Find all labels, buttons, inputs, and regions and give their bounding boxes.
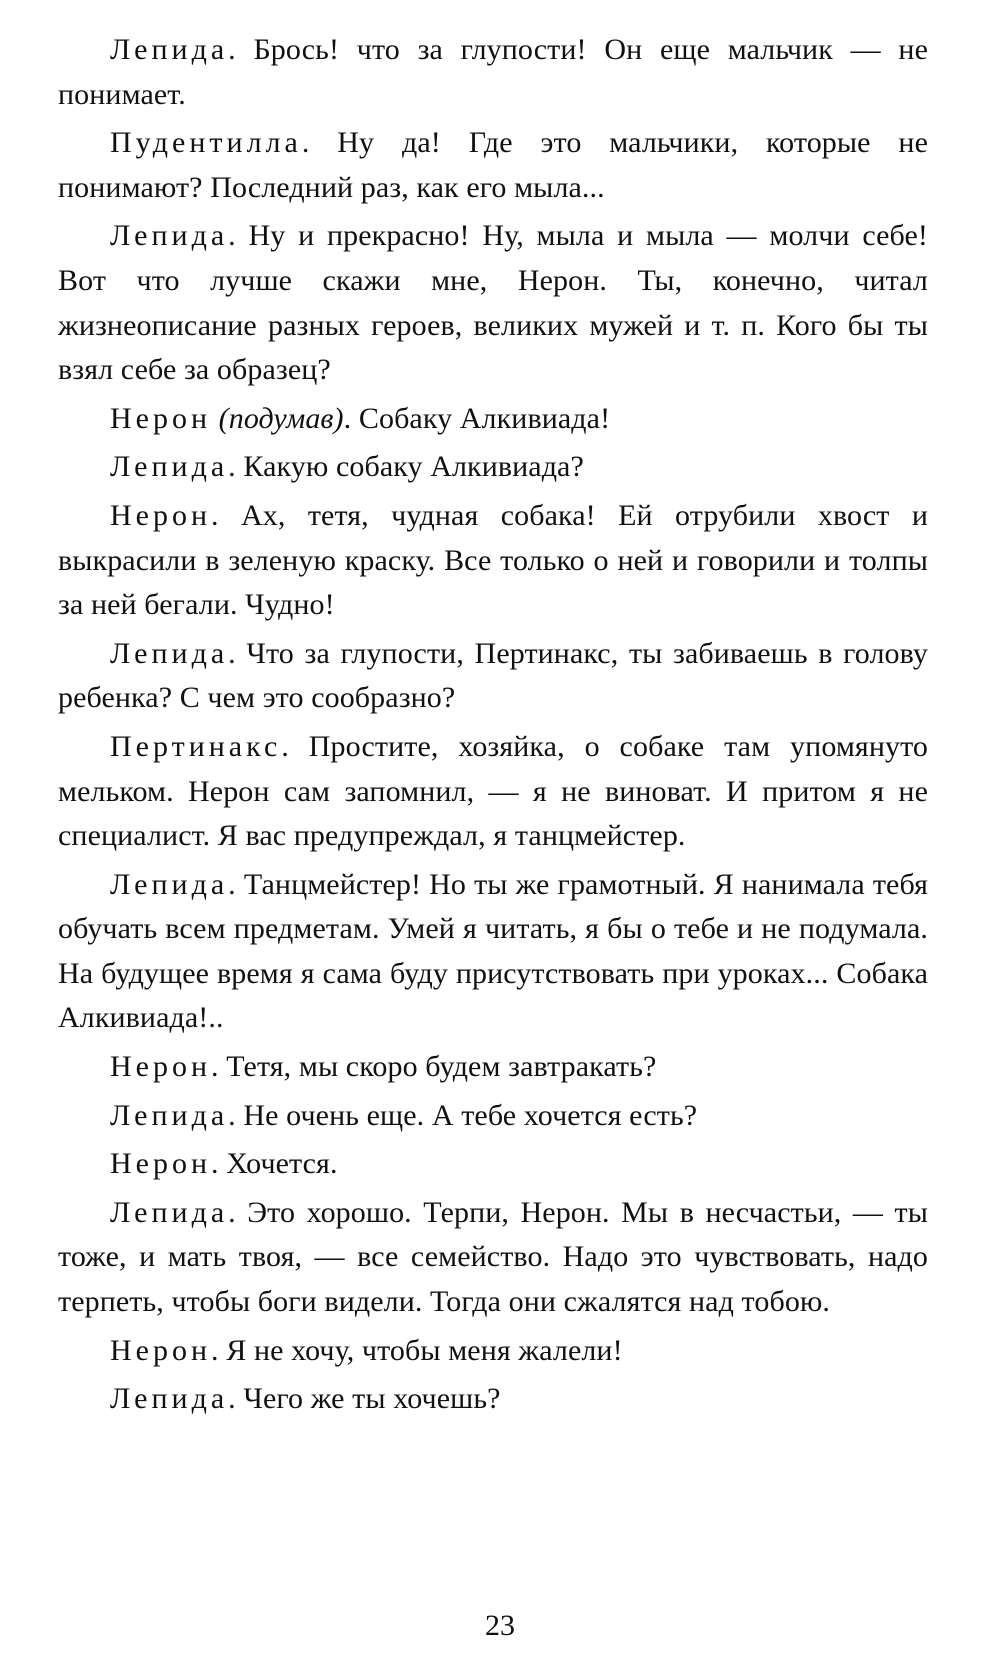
dialogue-line bbox=[58, 863, 928, 1041]
page-number: 23 bbox=[485, 1609, 515, 1642]
speaker-name: Нерон bbox=[110, 1050, 212, 1084]
dialogue-text: . Простите, хозяйка, о собаке там упомянуто мельком. Нерон сам запомнил, — я не виноват. И притом я не специалист. Я вас предупреждал, я танцмейстер. bbox=[58, 729, 928, 853]
dialogue-line bbox=[58, 1329, 928, 1374]
dialogue-line bbox=[58, 1094, 928, 1139]
dialogue-text: . Я не хочу, чтобы меня жалели! bbox=[211, 1333, 623, 1367]
stage-direction: (подумав) bbox=[211, 401, 344, 435]
dialogue-line bbox=[58, 1377, 928, 1422]
speaker-name: Пудентилла bbox=[110, 126, 302, 160]
dialogue-line bbox=[58, 214, 928, 392]
dialogue-text: . Что за глупости, Пертинакс, ты забиваешь в голову ребенка? С чем это сообразно? bbox=[58, 636, 928, 715]
dialogue-text: . Собаку Алкивиада! bbox=[343, 401, 611, 435]
dialogue-text: . Чего же ты хочешь? bbox=[228, 1382, 501, 1416]
dialogue-text: . Это хорошо. Терпи, Нерон. Мы в несчастьи, — ты тоже, и мать твоя, — все семейство. Надо это чувствовать, надо терпеть, чтобы боги видели. Тогда они сжалятся над тобою. bbox=[58, 1195, 928, 1319]
dialogue-line bbox=[58, 632, 928, 721]
dialogue-line bbox=[58, 1142, 928, 1187]
dialogue-text: . Тетя, мы скоро будем завтракать? bbox=[211, 1050, 657, 1084]
dialogue-line bbox=[58, 445, 928, 490]
speaker-name: Лепида bbox=[110, 1382, 229, 1416]
dialogue-text: . Не очень еще. А тебе хочется есть? bbox=[228, 1098, 698, 1132]
speaker-name: Лепида bbox=[110, 450, 229, 484]
dialogue-line bbox=[58, 1045, 928, 1090]
speaker-name: Лепида bbox=[110, 1195, 229, 1229]
dialogue-text: . Ну да! Где это мальчики, которые не понимают? Последний раз, как его мыла... bbox=[58, 126, 928, 204]
speaker-name: Нерон bbox=[110, 1147, 212, 1181]
speaker-name: Нерон bbox=[110, 1333, 212, 1367]
speaker-name: Нерон bbox=[110, 401, 212, 435]
speaker-name: Нерон bbox=[110, 498, 212, 532]
dialogue-line bbox=[58, 1191, 928, 1325]
speaker-name: Лепида bbox=[110, 33, 229, 66]
speaker-name: Лепида bbox=[110, 219, 229, 253]
dialogue-line bbox=[58, 397, 928, 442]
dialogue-text: . Брось! что за глупости! Он еще мальчик — не понимает. bbox=[58, 33, 928, 111]
dialogue-text: . Танцмейстер! Но ты же грамотный. Я нанимала тебя обучать всем предметам. Умей я читать, я бы о тебе и не подумала. На будущее время я сама буду присутствовать при уроках... Собака Алкивиада!.. bbox=[58, 867, 928, 1035]
speaker-name: Лепида bbox=[110, 636, 229, 670]
dialogue-line bbox=[58, 28, 928, 117]
dialogue-text: . Какую собаку Алкивиада? bbox=[228, 450, 584, 484]
speaker-name: Лепида bbox=[110, 1098, 229, 1132]
dialogue-text: . Хочется. bbox=[211, 1147, 338, 1181]
speaker-name: Пертинакс bbox=[110, 729, 282, 763]
page-body bbox=[58, 28, 928, 1426]
dialogue-line bbox=[58, 494, 928, 628]
speaker-name: Лепида bbox=[110, 867, 229, 901]
dialogue-text: . Ну и прекрасно! Ну, мыла и мыла — молчи себе! Вот что лучше скажи мне, Нерон. Ты, конечно, читал жизнеописание разных героев, великих мужей и т. п. Кого бы ты взял себе за образец? bbox=[58, 219, 928, 387]
dialogue-line bbox=[58, 121, 928, 210]
dialogue-line bbox=[58, 725, 928, 859]
dialogue-text: . Ах, тетя, чудная собака! Ей отрубили хвост и выкрасили в зеленую краску. Все только о ней и говорили и толпы за ней бегали. Чудно! bbox=[58, 498, 928, 622]
